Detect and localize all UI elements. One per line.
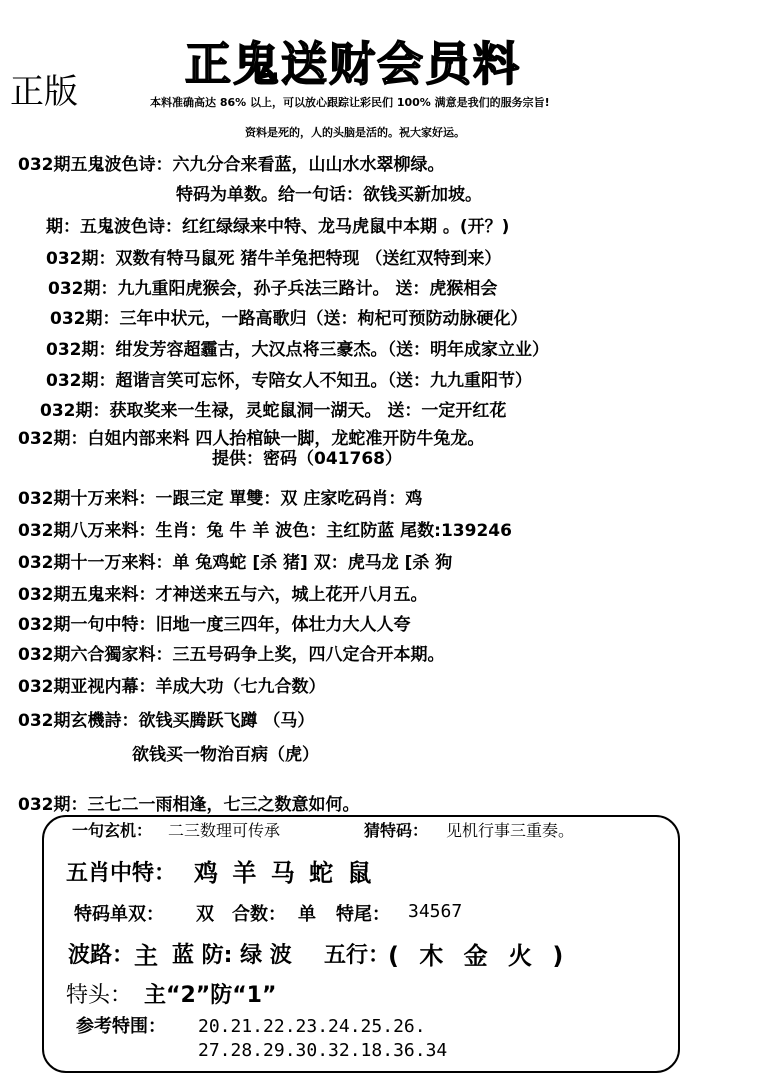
page-title: 正鬼送财会员料 (185, 37, 521, 91)
parity-label: 特码单双： (74, 904, 164, 925)
five-zodiac-label: 五肖中特： (66, 861, 177, 886)
text-line: 欲钱买一物治百病（虎） (132, 745, 319, 765)
text-line: 提供：密码（041768） (212, 449, 402, 469)
head-value: 主“2”防“1” (144, 983, 277, 1008)
text-line: 032期：三年中状元，一路高歌归（送：枸杞可预防动脉硬化） (50, 309, 528, 329)
text-line: 032期：白姐内部来料 四人抬棺缺一脚，龙蛇准开防牛兔龙。 (18, 429, 485, 449)
text-line: 032期八万来料：生肖：兔 牛 羊 波色：主红防蓝 尾数:139246 (18, 521, 512, 541)
tail-label: 特尾： (336, 904, 390, 925)
head-label: 特头： (66, 983, 133, 1008)
text-line: 032期十一万来料：单 兔鸡蛇 [杀 猪] 双：虎马龙 [杀 狗 (18, 553, 453, 573)
text-line: 特码为单数。给一句话：欲钱买新加坡。 (176, 185, 482, 205)
element-value: ( 木 金 火 ) (388, 942, 570, 970)
tail-value: 34567 (408, 901, 463, 922)
text-line: 032期一句中特：旧地一度三四年，体壮力大人人夸 (18, 615, 411, 635)
text-line: 032期：三七二一雨相逢，七三之数意如何。 (18, 795, 360, 815)
luck-note: 资料是死的，人的头脑是活的。祝大家好运。 (245, 126, 465, 139)
guess-label: 猜特码： (364, 821, 429, 840)
accuracy-note: 本料准确高达 86% 以上，可以放心跟踪让彩民们 100% 满意是我们的服务宗旨! (150, 96, 550, 109)
sum-label: 合数： (232, 904, 286, 925)
riddle-text: 二三数理可传承 (168, 821, 281, 840)
element-label: 五行： (324, 943, 391, 968)
edition-badge: 正版 (10, 72, 78, 112)
text-line: 032期五鬼波色诗：六九分合来看蓝，山山水水翠柳绿。 (18, 155, 445, 175)
wave-value: 蓝 防: 绿 波 (172, 943, 292, 968)
text-line: 032期：绀发芳容超霾古，大汉点将三豪杰。（送：明年成家立业） (46, 340, 549, 360)
text-line: 032期六合獨家料：三五号码争上奖，四八定合开本期。 (18, 645, 445, 665)
text-line: 032期玄機詩：欲钱买腾跃飞蹲 （马） (18, 711, 315, 731)
reference-row-1: 20.21.22.23.24.25.26. (198, 1016, 426, 1037)
text-line: 032期亚视内幕：羊成大功（七九合数） (18, 677, 326, 697)
text-line: 032期：超谐言笑可忘怀，专陪女人不知丑。（送：九九重阳节） (46, 371, 532, 391)
wave-main: 主 (134, 942, 158, 970)
reference-label: 参考特围： (76, 1016, 166, 1037)
text-line: 032期：九九重阳虎猴会，孙子兵法三路计。 送：虎猴相会 (48, 279, 498, 299)
text-line: 期：五鬼波色诗：红红绿绿来中特、龙马虎鼠中本期 。(开？) (46, 217, 510, 237)
sum-value: 单 (298, 904, 316, 925)
wave-label: 波路： (68, 943, 135, 968)
riddle-label: 一句玄机： (72, 821, 153, 840)
reference-row-2: 27.28.29.30.32.18.36.34 (198, 1040, 448, 1061)
guess-text: 见机行事三重奏。 (446, 821, 575, 840)
text-line: 032期：双数有特马鼠死 猪牛羊兔把特现 （送红双特到来） (46, 249, 502, 269)
text-line: 032期十万来料：一跟三定 單雙：双 庄家吃码肖：鸡 (18, 489, 423, 509)
parity-value: 双 (196, 904, 214, 925)
text-line: 032期五鬼来料：才神送来五与六，城上花开八月五。 (18, 585, 428, 605)
text-line: 032期：获取奖来一生禄，灵蛇鼠洞一湖天。 送：一定开红花 (40, 401, 507, 421)
five-zodiac-value: 鸡 羊 马 蛇 鼠 (194, 859, 375, 887)
